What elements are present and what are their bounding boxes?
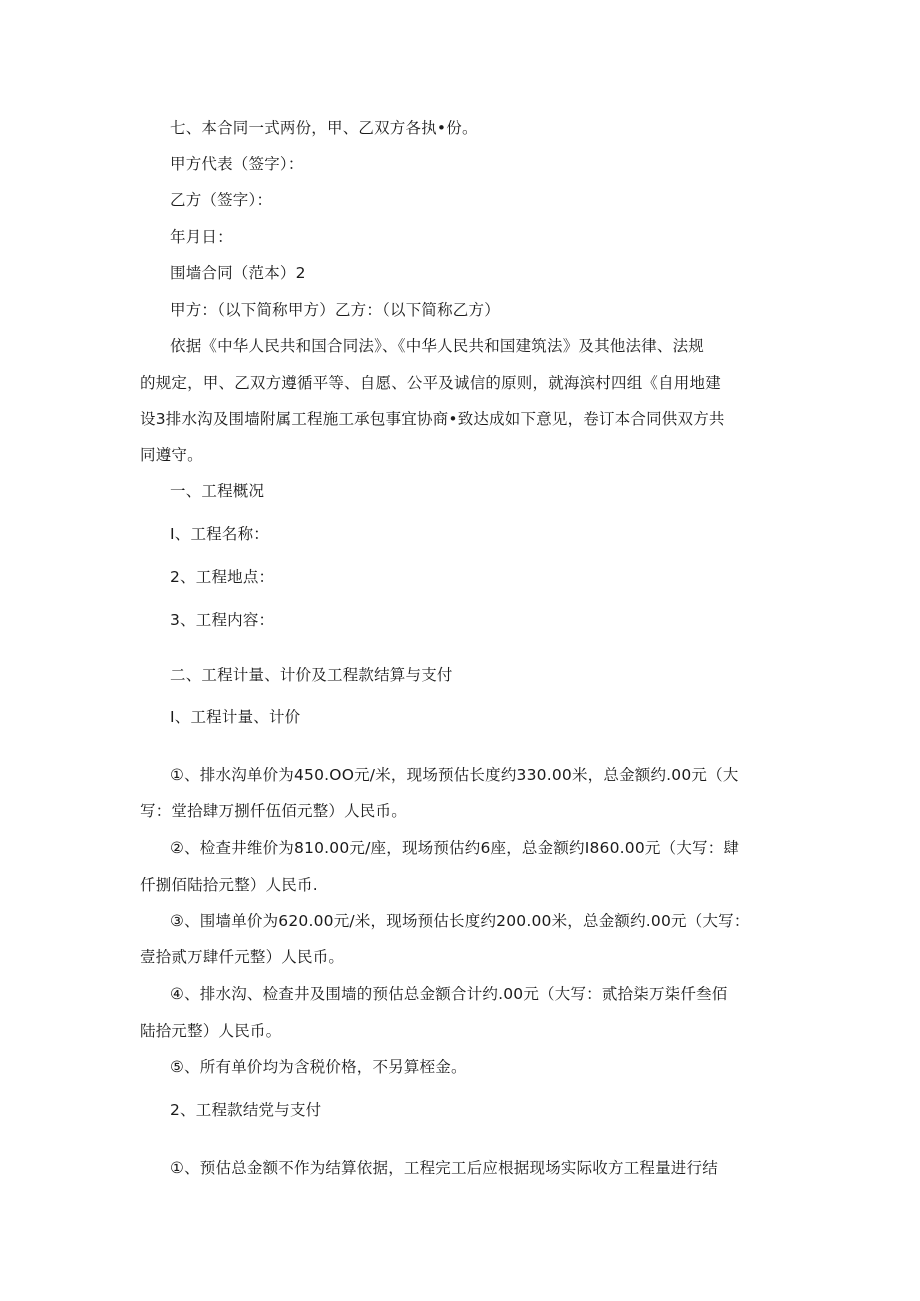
preamble-line: 依据《中华人民共和国合同法》、《中华人民共和国建筑法》及其他法律、法规: [170, 337, 705, 355]
contract-title: 围墙合同（范本）2: [170, 264, 306, 282]
pricing-item: 写：堂拾肆万捌仟伍佰元整）人民币。: [140, 802, 407, 820]
section-heading: 一、工程概况: [170, 482, 265, 500]
project-content: 3、工程内容：: [170, 611, 275, 629]
section-heading: 二、工程计量、计价及工程款结算与支付: [170, 666, 453, 684]
project-location: 2、工程地点：: [170, 568, 275, 586]
pricing-item: ①、排水沟单价为450.OO元/米，现场预估长度约330.00米，总金额约.00元（大: [170, 766, 739, 784]
subsection-heading: I、工程计量、计价: [170, 708, 301, 726]
pricing-item: ②、检查井维价为810.00元/座，现场预估约6座，总金额约I860.00元（大写：肆: [170, 839, 740, 857]
parties-line: 甲方：（以下简称甲方）乙方：（以下简称乙方）: [170, 301, 500, 319]
pricing-item: 壹拾贰万肆仟元整）人民币。: [140, 948, 345, 966]
party-a-signature: 甲方代表（签字）：: [170, 155, 304, 173]
pricing-item: ④、排水沟、检查井及围墙的预估总金额合计约.00元（大写：贰拾柒万柒仟叁佰: [170, 985, 728, 1003]
settlement-item: ①、预估总金额不作为结算依据，工程完工后应根据现场实际收方工程量进行结: [170, 1159, 718, 1177]
date-line: 年月日：: [170, 228, 233, 246]
pricing-item: 仟捌佰陆拾元整）人民币.: [140, 876, 318, 894]
clause-seven: 七、本合同一式两份，甲、乙双方各执•份。: [170, 119, 478, 137]
preamble-line: 设3排水沟及围墙附属工程施工承包事宜协商•致达成如下意见，卷订本合同供双方共: [140, 410, 725, 428]
subsection-heading: 2、工程款结党与支付: [170, 1101, 322, 1119]
pricing-item: ③、围墙单价为620.00元/米，现场预估长度约200.00米，总金额约.00元（大写：: [170, 912, 750, 930]
pricing-item: ⑤、所有单价均为含税价格，不另算桎金。: [170, 1058, 467, 1076]
project-name: I、工程名称：: [170, 525, 269, 543]
preamble-line: 同遵守。: [140, 446, 203, 464]
pricing-item: 陆拾元整）人民币。: [140, 1022, 282, 1040]
party-b-signature: 乙方（签字）：: [170, 191, 273, 209]
preamble-line: 的规定，甲、乙双方遵循平等、自愿、公平及诚信的原则，就海滨村四组《自用地建: [140, 374, 721, 392]
